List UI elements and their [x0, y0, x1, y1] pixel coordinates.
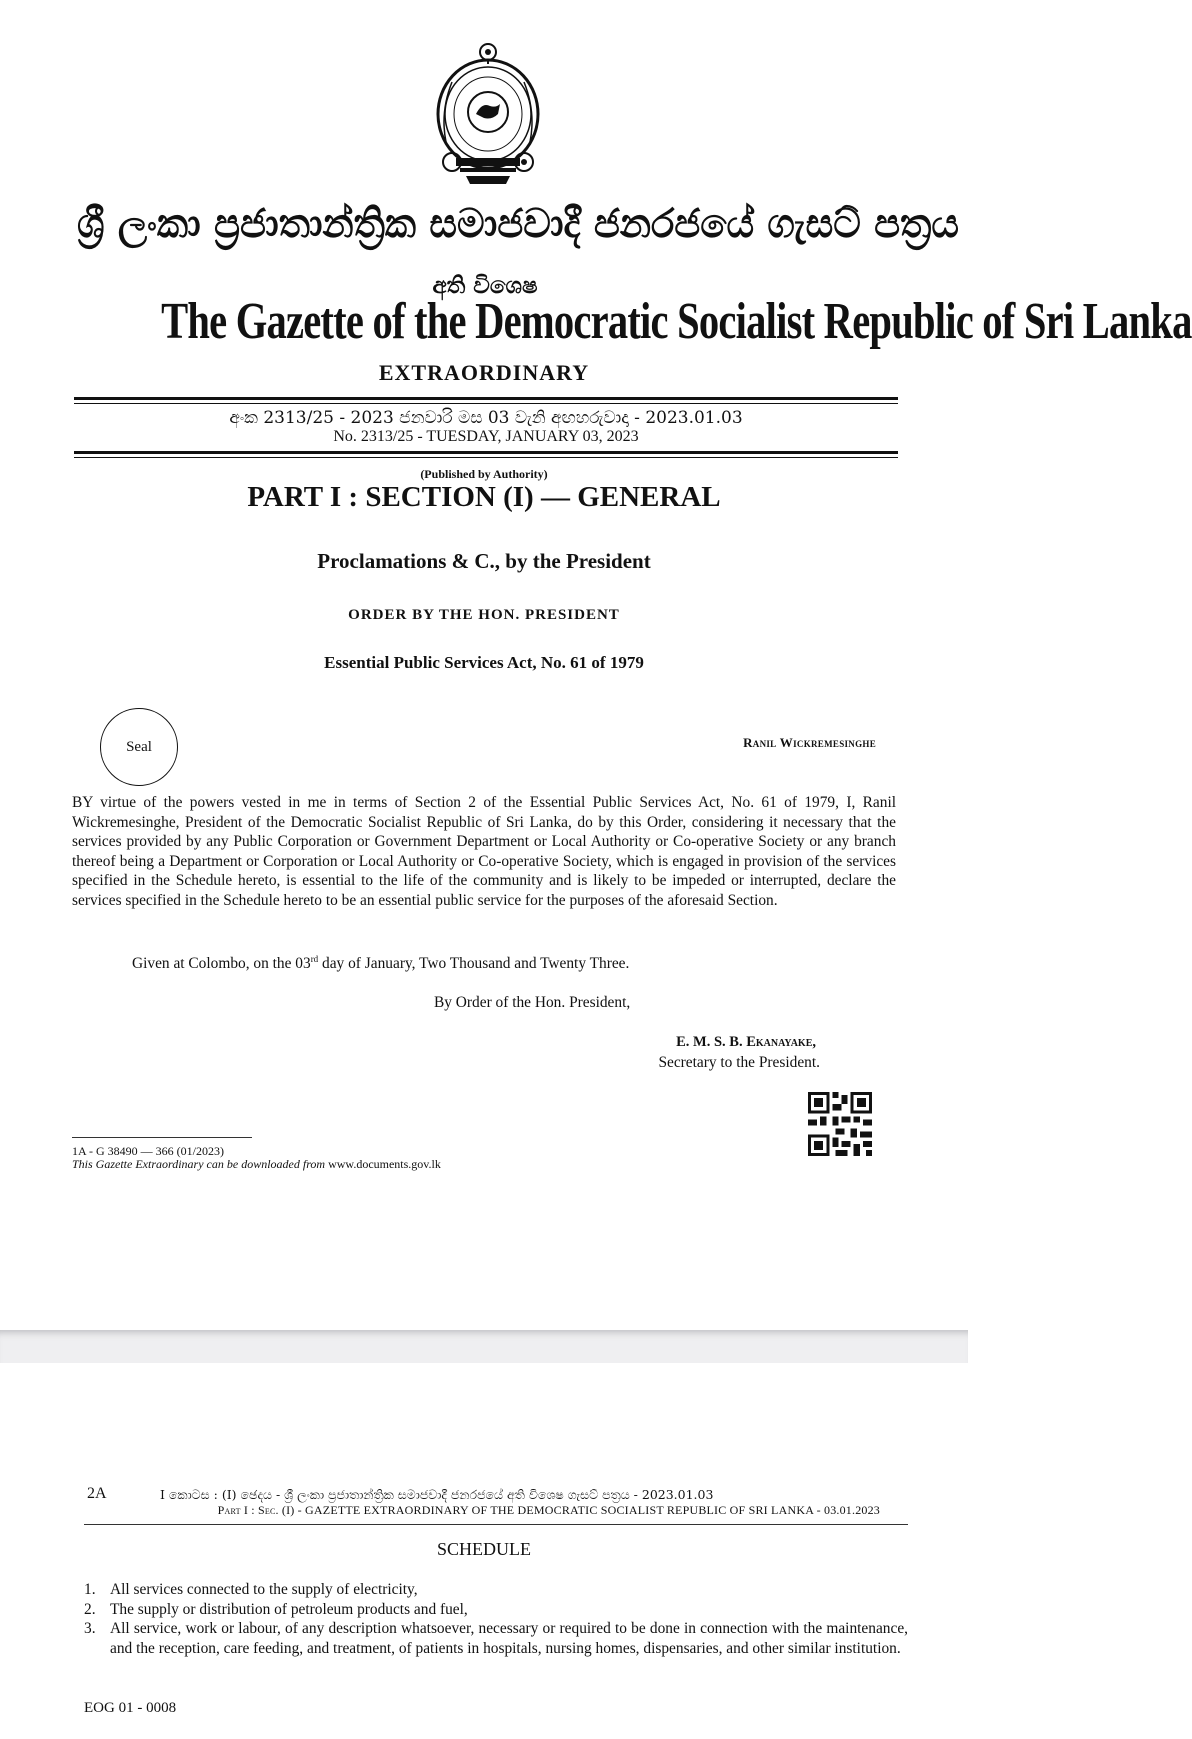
act-heading: Essential Public Services Act, No. 61 of 1979 [324, 653, 644, 672]
list-item-text: All services connected to the supply of electricity, [110, 1581, 418, 1598]
part-section-heading: PART I : SECTION (I) — GENERAL [247, 481, 721, 513]
english-gazette-title: The Gazette of the Democratic Socialist Republic of Sri Lanka [161, 293, 1192, 350]
list-item-text: The supply or distribution of petroleum products and fuel, [110, 1600, 468, 1618]
order-heading: ORDER BY THE HON. PRESIDENT [348, 607, 620, 623]
given-text-after: day of January, Two Thousand and Twenty Three. [318, 955, 630, 973]
list-item-number: 3. [84, 1620, 96, 1637]
ati-visesha-label: අති විශෙෂ [432, 272, 538, 299]
header-rule-bottom-thick [74, 451, 898, 454]
list-item-number: 2. [84, 1600, 96, 1618]
eog-reference: EOG 01 - 0008 [84, 1700, 177, 1716]
secretary-name: E. M. S. B. Ekanayake, [676, 1034, 816, 1050]
footnote-code: 1A - G 38490 — 366 (01/2023) [72, 1144, 224, 1158]
header-rule-bottom-thin [74, 457, 898, 458]
extraordinary-label: EXTRAORDINARY [378, 360, 590, 385]
by-order-line: By Order of the Hon. President, [434, 994, 631, 1011]
page-number-label: 2A [87, 1485, 107, 1502]
given-text-before: Given at Colombo, on the 03 [132, 955, 311, 973]
list-item-text: All service, work or labour, of any description whatsoever, necessary or required to be done in connection with the maintenance, and the reception, care feeding, and treatment, of patients in hospitals, nursing homes, dispensaries, and other similar institution. [110, 1620, 908, 1657]
running-head-sinhala: I කොටස : (I) ඡෙදය - ශ්‍රී ලංකා ප්‍රජාතාන්ත්‍රික සමාජවාදී ජනරජයේ අති විශෙෂ ගැසට් පත්‍රය - 2023.01.03 [160, 1487, 714, 1502]
published-by-authority: (Published by Authority) [420, 467, 548, 481]
seal-label: Seal [126, 738, 152, 755]
download-link[interactable]: www.documents.gov.lk [328, 1157, 441, 1171]
footnote-rule [72, 1137, 252, 1138]
running-head-english: Part I : Sec. (I) - GAZETTE EXTRAORDINARY OF THE DEMOCRATIC SOCIALIST REPUBLIC OF SRI LANKA - 03.01.2023 [217, 1503, 880, 1517]
issue-line-sinhala: අංක 2313/25 - 2023 ජනවාරි මස 03 වැනි අඟහරුවාදා - 2023.01.03 [229, 408, 743, 428]
list-item-number: 1. [84, 1581, 96, 1598]
header-rule-top-thick [74, 397, 898, 400]
seal-circle [100, 708, 178, 786]
proclamations-heading: Proclamations & C., by the President [317, 549, 651, 573]
list-item [72, 1600, 908, 1620]
schedule-heading: SCHEDULE [437, 1539, 531, 1559]
issue-line-english: No. 2313/25 - TUESDAY, JANUARY 03, 2023 [333, 428, 639, 445]
list-item [72, 1580, 908, 1600]
list-item [72, 1619, 908, 1658]
running-head-rule [84, 1524, 908, 1525]
page-separator [0, 1330, 968, 1363]
given-superscript: rd [310, 954, 319, 964]
footnote-download [72, 1157, 672, 1172]
secretary-title: Secretary to the President. [658, 1054, 820, 1071]
given-at-line [132, 954, 832, 973]
header-rule-top-thin [74, 403, 898, 404]
order-body-paragraph: BY virtue of the powers vested in me in terms of Section 2 of the Essential Public Services Act, No. 61 of 1979, I, Ranil Wickremesinghe, President of the Democratic Socialist Republic of Sri Lanka, do by this Order, considering it necessary that the services provided by any Public Corporation or Government Department or Local Authority or Co-operative Society or any branch thereof being a Department or Corporation or Local Authority or Co-operative Society, which is engaged in provision of the services specified in the Schedule hereto, is essential to the life of the community and is likely to be impeded or interrupted, declare the services specified in the Schedule hereto to be an essential public service for the purposes of the aforesaid Section. [72, 794, 896, 909]
sinhala-gazette-title: ශ්‍රී ලංකා ප්‍රජාතාන්ත්‍රික සමාජවාදී ජනරජයේ ගැසට් පත්‍රය [77, 200, 959, 247]
schedule-list [72, 1580, 908, 1658]
president-signature: Ranil Wickremesinghe [743, 735, 876, 750]
qr-code-icon [808, 1092, 872, 1156]
download-text: This Gazette Extraordinary can be downloaded from [72, 1157, 326, 1171]
sri-lanka-emblem-icon [430, 42, 546, 192]
